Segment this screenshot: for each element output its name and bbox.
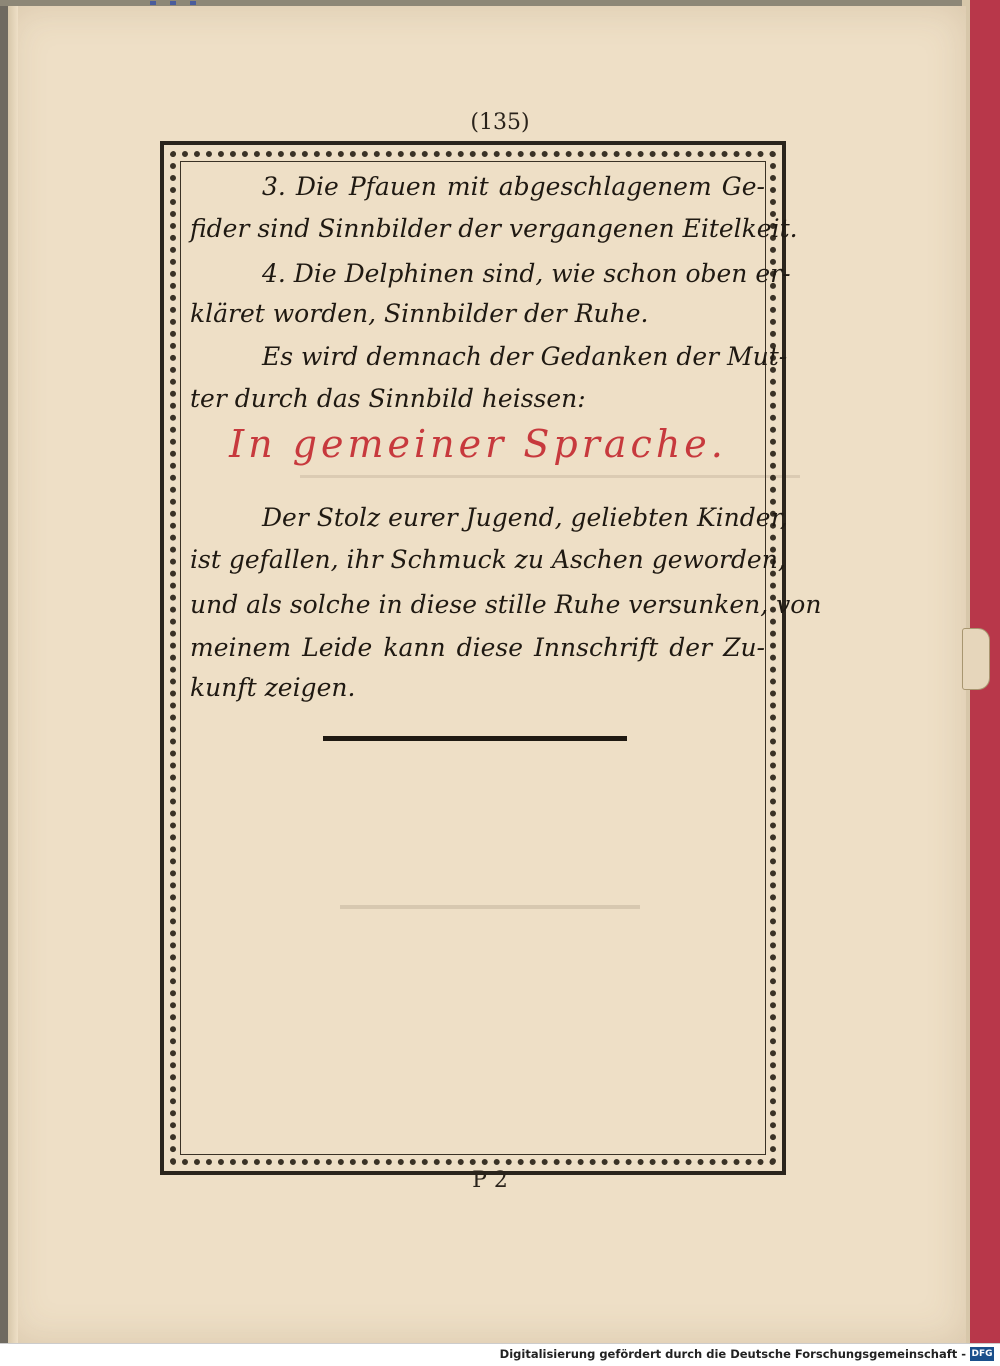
- text-line: Der Stolz eurer Jugend, geliebten Kinder,: [262, 503, 788, 532]
- sheet-signature: P 2: [472, 1168, 508, 1193]
- text-line: kunft zeigen.: [190, 673, 356, 702]
- page-number: (135): [470, 110, 530, 135]
- text-line: fider sind Sinnbilder der vergangenen Eitelkeit.: [190, 214, 798, 243]
- text-line: kläret worden, Sinnbilder der Ruhe.: [190, 299, 649, 328]
- text-line: meinem Leide kann diese Innschrift der Zu-: [190, 633, 765, 662]
- page-gutter: [8, 6, 18, 1343]
- color-mark: [170, 1, 176, 5]
- digitization-footer: [0, 1343, 1000, 1366]
- color-mark: [150, 1, 156, 5]
- dfg-logo: DFG: [971, 1349, 993, 1359]
- color-mark: [190, 1, 196, 5]
- funding-notice: Digitalisierung gefördert durch die Deutsche Forschungsgemeinschaft -: [499, 1347, 966, 1361]
- text-line: 4. Die Delphinen sind, wie schon oben er-: [262, 259, 791, 288]
- closing-rule: [323, 736, 627, 741]
- text-line: ist gefallen, ihr Schmuck zu Aschen geworden,: [190, 545, 786, 574]
- text-line: Es wird demnach der Gedanken der Mut-: [262, 342, 788, 371]
- section-heading: In gemeiner Sprache.: [229, 422, 727, 466]
- text-line: 3. Die Pfauen mit abgeschlagenem Ge-: [262, 172, 765, 201]
- page-tab: [962, 628, 990, 690]
- text-line: ter durch das Sinnbild heissen:: [190, 384, 586, 413]
- text-line: und als solche in diese stille Ruhe versunken, von: [190, 590, 822, 619]
